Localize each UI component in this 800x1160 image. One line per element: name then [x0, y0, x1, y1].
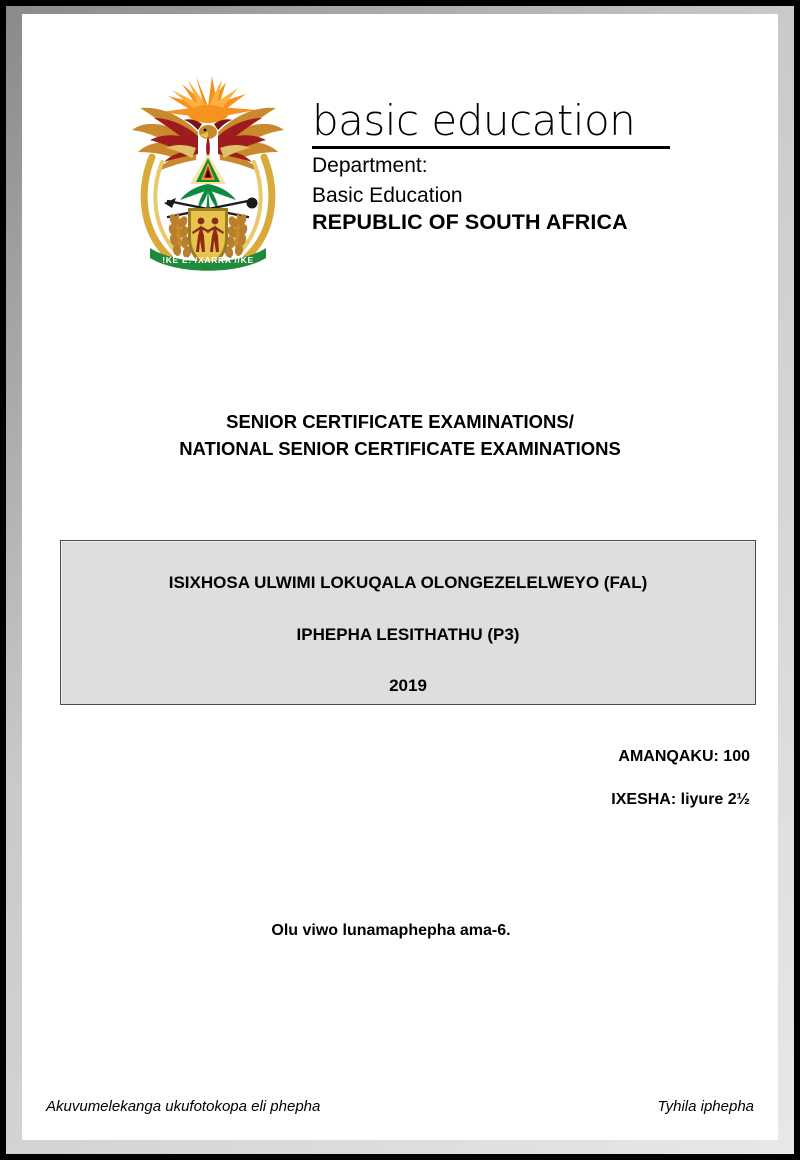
subject-info-box — [60, 540, 756, 705]
south-african-coat-of-arms-icon — [122, 62, 294, 277]
exam-year: 2019 — [389, 676, 427, 695]
footer-copyright-note: Akuvumelekanga ukufotokopa eli phepha — [46, 1098, 321, 1115]
exam-heading-line-2: NATIONAL SENIOR CERTIFICATE EXAMINATIONS — [179, 438, 621, 460]
exam-heading-line-1: SENIOR CERTIFICATE EXAMINATIONS/ — [226, 411, 574, 432]
document-page — [22, 14, 778, 1140]
brand-divider-rule — [312, 146, 670, 149]
brand-main-title: basic education — [312, 96, 636, 145]
page-count-note: Olu viwo lunamaphepha ama-6. — [271, 922, 511, 939]
department-label: Department: — [312, 154, 428, 177]
paper-title: IPHEPHA LESITHATHU (P3) — [296, 625, 520, 644]
country-name: REPUBLIC OF SOUTH AFRICA — [312, 210, 628, 235]
department-name: Basic Education — [312, 184, 463, 208]
subject-title: ISIXHOSA ULWIMI LOKUQALA OLONGEZELELWEYO (FAL) — [168, 573, 648, 592]
department-wordmark — [312, 96, 682, 235]
page-footer — [46, 1098, 754, 1115]
exam-duration: IXESHA: liyure 2½ — [611, 791, 750, 808]
exam-meta-block — [22, 749, 750, 808]
footer-turn-over-note: Tyhila iphepha — [657, 1098, 754, 1115]
svg-text:!KE E: /XARRA //KE: !KE E: /XARRA //KE — [162, 255, 254, 265]
department-logo-block — [122, 62, 682, 277]
marks-total: AMANQAKU: 100 — [618, 748, 750, 765]
exam-heading — [22, 408, 778, 463]
